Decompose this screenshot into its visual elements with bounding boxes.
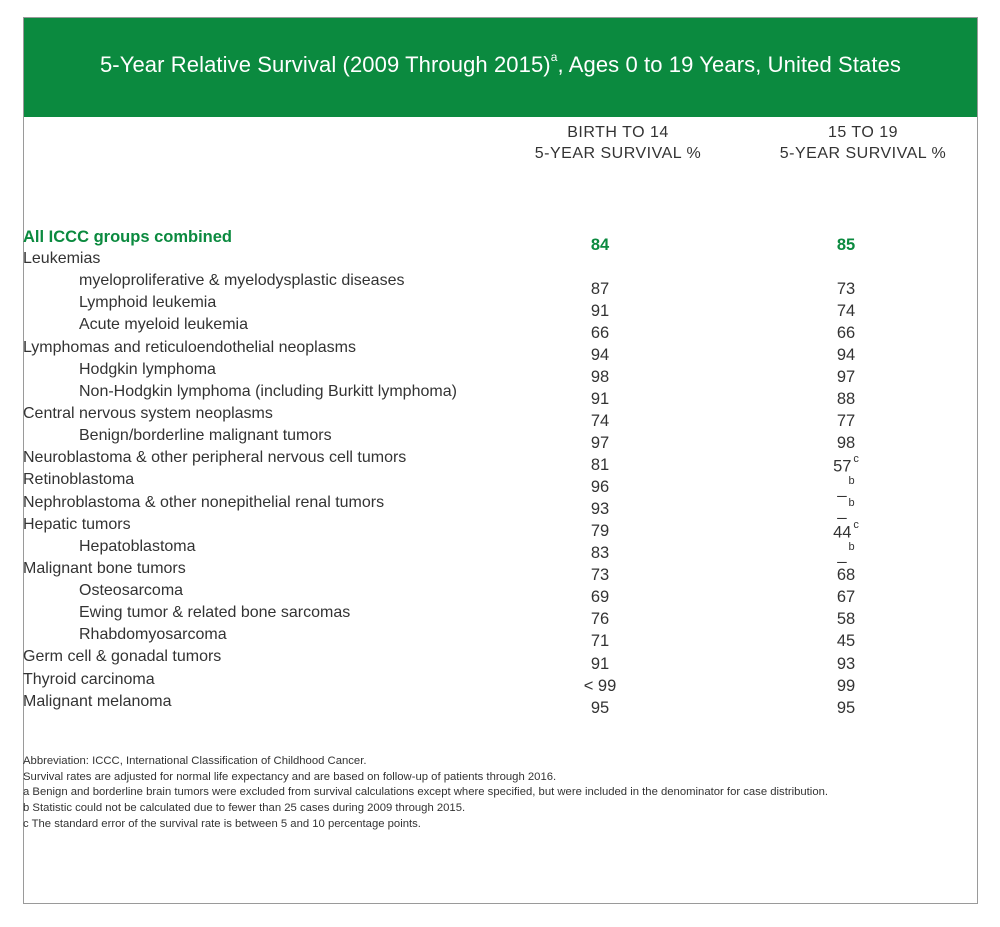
cell-footnote-mark: b — [848, 475, 855, 487]
cell-15-to-19 — [806, 475, 886, 499]
row-label: Osteosarcoma — [79, 582, 184, 599]
row-label: Lymphomas and reticuloendothelial neoplasms — [23, 339, 356, 356]
cell-value: 73 — [836, 280, 856, 298]
cell-15-to-19 — [806, 677, 886, 696]
cell-footnote-mark: b — [848, 497, 855, 509]
footnote-abbreviation: Abbreviation: ICCC, International Classification of Childhood Cancer. — [23, 755, 367, 767]
cell-value: 68 — [836, 566, 856, 584]
title-banner — [24, 18, 977, 117]
cell-value: 85 — [836, 236, 856, 254]
cell-15-to-19 — [806, 588, 886, 607]
cell-birth-to-14: 71 — [590, 632, 610, 650]
cell-birth-to-14: 96 — [590, 478, 610, 496]
title-main: 5-Year Relative Survival (2009 Through 2015) — [99, 52, 551, 77]
footnote-c: c The standard error of the survival rate is between 5 and 10 percentage points. — [23, 817, 421, 830]
cell-footnote-mark: b — [848, 541, 855, 553]
row-label: Neuroblastoma & other peripheral nervous cell tumors — [23, 449, 407, 466]
row-label: Malignant melanoma — [23, 693, 172, 710]
row-label: Ewing tumor & related bone sarcomas — [79, 604, 351, 621]
row-label-total: All ICCC groups combined — [23, 228, 233, 246]
column-header-15-to-19 — [753, 122, 973, 164]
row-label: Acute myeloid leukemia — [79, 316, 248, 333]
cell-15-to-19 — [806, 566, 886, 585]
cell-birth-to-14: 91 — [590, 655, 610, 673]
cell-birth-to-14: < 99 — [583, 677, 617, 695]
cell-15-to-19 — [806, 610, 886, 629]
row-label: Malignant bone tumors — [23, 560, 186, 577]
cell-birth-to-14: 83 — [590, 544, 610, 562]
cell-15-to-19 — [806, 699, 886, 718]
cell-value: _ — [837, 479, 847, 498]
cell-value: 44 — [833, 523, 852, 542]
row-label: myeloproliferative & myelodysplastic diseases — [79, 272, 405, 289]
cell-value: 93 — [836, 655, 856, 673]
title-footnote-mark: a — [550, 49, 558, 64]
cell-value: 58 — [836, 610, 856, 628]
cell-birth-to-14: 73 — [590, 566, 610, 584]
row-label: Lymphoid leukemia — [79, 294, 217, 311]
row-label: Thyroid carcinoma — [23, 671, 155, 688]
row-label: Hepatoblastoma — [79, 538, 196, 555]
cell-birth-to-14: 69 — [590, 588, 610, 606]
cell-value: 57 — [833, 457, 852, 476]
cell-birth-to-14: 95 — [590, 699, 610, 717]
cell-birth-to-14: 87 — [590, 280, 610, 298]
cell-birth-to-14: 81 — [590, 456, 610, 474]
cell-value: 77 — [836, 412, 856, 430]
cell-15-to-19 — [806, 412, 886, 431]
row-label: Nephroblastoma & other nonepithelial renal tumors — [23, 494, 385, 511]
cell-value: _ — [837, 501, 847, 520]
column-header-line1: BIRTH TO 14 — [567, 124, 669, 141]
row-label: Hodgkin lymphoma — [79, 361, 216, 378]
cell-birth-to-14: 91 — [590, 390, 610, 408]
footnote-b: b Statistic could not be calculated due to fewer than 25 cases during 2009 through 2015. — [23, 802, 466, 815]
cell-15-to-19 — [806, 453, 886, 477]
cell-value: 88 — [836, 390, 856, 408]
column-header-line2: 5-YEAR SURVIVAL % — [534, 145, 702, 162]
cell-15-to-19 — [806, 434, 886, 453]
cell-value: 98 — [836, 434, 856, 452]
footnote-survival-adjustment: Survival rates are adjusted for normal life expectancy and are based on follow-up of patients through 2016. — [23, 770, 557, 783]
cell-15-to-19 — [806, 280, 886, 299]
cell-footnote-mark: c — [853, 453, 859, 465]
cell-birth-to-14: 76 — [590, 610, 610, 628]
title-suffix: , Ages 0 to 19 Years, United States — [557, 52, 902, 77]
cell-value: 45 — [836, 632, 856, 650]
cell-birth-to-14: 91 — [590, 302, 610, 320]
footnote-a: a Benign and borderline brain tumors were excluded from survival calculations except where specified, but were included in the denominator for case distribution. — [23, 786, 829, 799]
cell-15-to-19 — [806, 390, 886, 409]
row-label: Leukemias — [23, 250, 101, 267]
cell-value: 74 — [836, 302, 856, 320]
cell-birth-to-14: 97 — [590, 434, 610, 452]
column-header-line1: 15 TO 19 — [827, 124, 899, 141]
cell-birth-to-14: 79 — [590, 522, 610, 540]
column-header-birth-to-14 — [508, 122, 728, 164]
cell-15-to-19 — [806, 236, 886, 255]
cell-15-to-19 — [806, 632, 886, 651]
cell-birth-to-14: 94 — [590, 346, 610, 364]
cell-value: 95 — [836, 699, 856, 717]
row-label: Benign/borderline malignant tumors — [79, 427, 332, 444]
cell-footnote-mark: c — [853, 519, 859, 531]
column-header-line2: 5-YEAR SURVIVAL % — [779, 145, 947, 162]
cell-value: 99 — [836, 677, 856, 695]
row-label: Non-Hodgkin lymphoma (including Burkitt lymphoma) — [79, 383, 457, 400]
cell-value: 94 — [836, 346, 856, 364]
cell-birth-to-14: 74 — [590, 412, 610, 430]
cell-value: 67 — [836, 588, 856, 606]
row-label: Germ cell & gonadal tumors — [23, 648, 222, 665]
cell-birth-to-14: 93 — [590, 500, 610, 518]
row-label: Central nervous system neoplasms — [23, 405, 273, 422]
cell-birth-to-14: 66 — [590, 324, 610, 342]
cell-15-to-19 — [806, 324, 886, 343]
row-label: Retinoblastoma — [23, 471, 135, 488]
cell-birth-to-14: 84 — [590, 236, 610, 254]
cell-15-to-19 — [806, 346, 886, 365]
cell-15-to-19 — [806, 368, 886, 387]
row-label: Hepatic tumors — [23, 516, 131, 533]
cell-15-to-19 — [806, 655, 886, 674]
row-label: Rhabdomyosarcoma — [79, 626, 227, 643]
cell-value: _ — [837, 545, 847, 564]
cell-value: 97 — [836, 368, 856, 386]
cell-value: 66 — [836, 324, 856, 342]
cell-15-to-19 — [806, 497, 886, 521]
cell-15-to-19 — [806, 541, 886, 565]
cell-birth-to-14: 98 — [590, 368, 610, 386]
footnotes — [23, 754, 923, 833]
table-title — [24, 49, 977, 78]
cell-15-to-19 — [806, 302, 886, 321]
cell-15-to-19 — [806, 519, 886, 543]
